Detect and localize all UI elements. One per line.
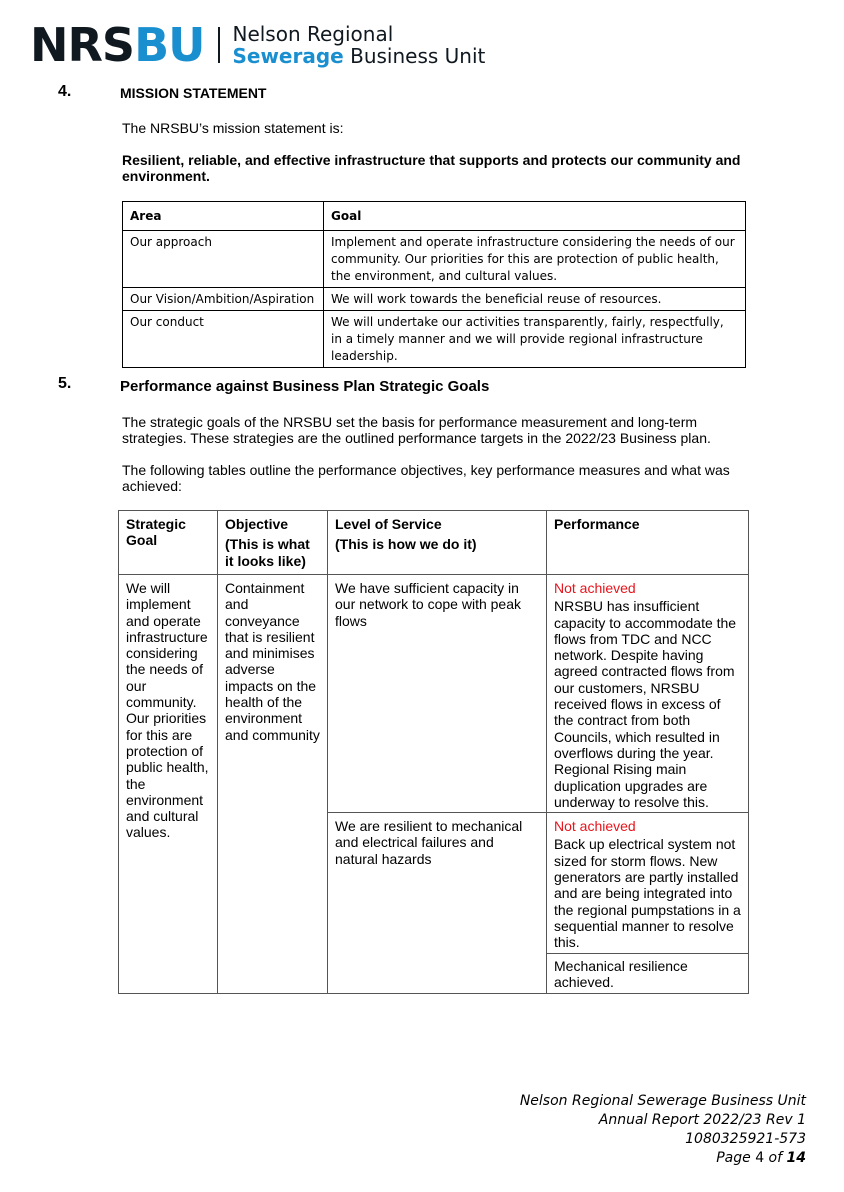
column-header-area: Area (123, 202, 324, 231)
los-header-text: Level of Service (335, 516, 442, 532)
level-of-service-cell: We are resilient to mechanical and electrical failures and natural hazards (328, 813, 547, 994)
mission-intro: The NRSBU’s mission statement is: (122, 120, 344, 136)
strategic-goal-header-text: Strategic Goal (126, 516, 186, 549)
performance-cell (547, 575, 749, 813)
status-badge: Not achieved (554, 818, 636, 835)
page-word: Page (716, 1150, 756, 1166)
section-4-number: 4. (58, 83, 72, 100)
mission-statement: Resilient, reliable, and effective infrastructure that supports and protects our community and environment. (122, 152, 741, 184)
logo-mark-dark: NRS (30, 18, 135, 72)
los-header-subtext: (This is how we do it) (335, 536, 477, 553)
performance-block (547, 813, 748, 952)
nrsbu-logo (30, 20, 485, 70)
performance-extra: Mechanical resilience achieved. (547, 953, 748, 994)
section-5-number: 5. (58, 375, 72, 392)
footer-doc-id: 1080325921-573 (685, 1131, 806, 1147)
logo-org-name (232, 23, 485, 67)
objective-cell: Containment and conveyance that is resilient and minimises adverse impacts on the health of the environment and community (218, 575, 328, 994)
performance-header-text: Performance (554, 516, 640, 532)
area-cell: Our conduct (123, 311, 324, 368)
page-current: 4 (755, 1150, 765, 1166)
section-4-title: MISSION STATEMENT (120, 85, 267, 101)
of-word: of (764, 1150, 787, 1166)
status-badge: Not achieved (554, 580, 636, 596)
column-header-objective (218, 511, 328, 575)
page-footer (520, 1092, 806, 1168)
section-5-title: Performance against Business Plan Strategic Goals (120, 378, 490, 395)
logo-divider (218, 27, 220, 63)
org-name-line2 (232, 45, 485, 67)
column-header-goal: Goal (324, 202, 746, 231)
column-header-performance (547, 511, 749, 575)
org-name-highlight: Sewerage (232, 44, 344, 68)
level-of-service-cell: We have sufficient capacity in our network to cope with peak flows (328, 575, 547, 813)
objective-header-text: Objective (225, 516, 289, 532)
table-row (123, 311, 746, 368)
goal-cell: We will undertake our activities transparently, fairly, respectfully, in a timely manner and we will provide regional infrastructure leadership. (324, 311, 746, 368)
area-cell: Our Vision/Ambition/Aspiration (123, 288, 324, 311)
footer-org: Nelson Regional Sewerage Business Unit (519, 1093, 806, 1109)
org-name-line1: Nelson Regional (232, 22, 394, 46)
footer-page-number (520, 1149, 806, 1168)
logo-wordmark (30, 18, 205, 72)
strategic-goal-cell: We will implement and operate infrastructure considering the needs of our community. Our priorities for this are protection of public health, the environment and cultural values. (119, 575, 218, 994)
table-row (123, 231, 746, 288)
column-header-strategic-goal (119, 511, 218, 575)
area-cell: Our approach (123, 231, 324, 288)
objective-header-subtext: (This is what it looks like) (225, 536, 310, 569)
table-header-row (119, 511, 749, 575)
goal-cell: We will work towards the beneficial reuse of resources. (324, 288, 746, 311)
performance-text: Back up electrical system not sized for storm flows. New generators are partly installed and are being integrated into the regional pumpstations in a sequential manner to resolve this. (554, 836, 741, 951)
logo-mark-blue: BU (134, 18, 205, 72)
performance-text: NRSBU has insufficient capacity to accommodate the flows from TDC and NCC network. Despite having agreed contracted flows from our customers, NRSBU received flows in excess of the contract from both Councils, which resulted in overflows during the year. Regional Rising main duplication upgrades are underway to resolve this. (554, 598, 737, 810)
section-5-paragraph-2: The following tables outline the performance objectives, key performance measures and what was achieved: (122, 462, 730, 494)
performance-cell (547, 813, 749, 994)
org-name-rest: Business Unit (343, 44, 486, 68)
table-row (123, 288, 746, 311)
section-5-paragraph-1: The strategic goals of the NRSBU set the basis for performance measurement and long-term strategies. These strategies are the outlined performance targets in the 2022/23 Business plan. (122, 414, 711, 446)
goal-cell: Implement and operate infrastructure considering the needs of our community. Our priorities for this are protection of public health, the environment, and cultural values. (324, 231, 746, 288)
table-header-row (123, 202, 746, 231)
column-header-level-of-service (328, 511, 547, 575)
performance-table (118, 510, 749, 994)
footer-report: Annual Report 2022/23 Rev 1 (598, 1112, 806, 1128)
table-row (119, 575, 749, 813)
mission-table (122, 201, 746, 368)
page-total: 14 (786, 1150, 806, 1166)
